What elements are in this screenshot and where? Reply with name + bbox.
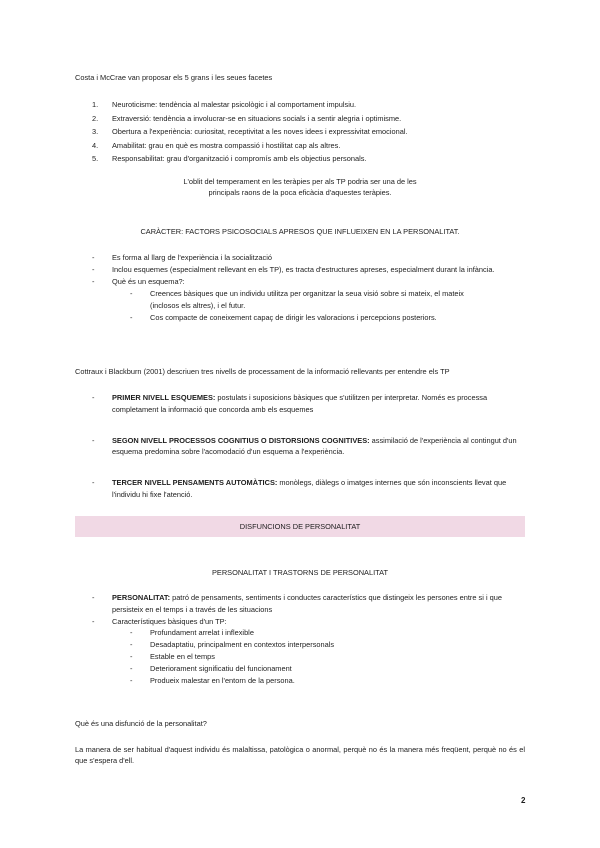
list-item: - PRIMER NIVELL ESQUEMES: postulats i suposicions bàsiques que s'utilitzen per interpretar. Només es processa completament la informació que concorda amb els esquemes [92, 393, 488, 414]
list-item: - SEGON NIVELL PROCESSOS COGNITIUS O DISTORSIONS COGNITIVES: assimilació de l'experiència al contingut d'un esquema predomina sobre l'acomodació d'un esquema a l'experiència. [92, 435, 517, 457]
list-item: - Inclou esquemes (especialment rellevant en els TP), es tracta d'estructures apreses, especialment durant la infància. [92, 264, 495, 274]
caracter-list [92, 252, 520, 324]
list-item: - Creences bàsiques que un individu utilitza per organitzar la seua visió sobre si mateix, el mateix (inclosos els altres), i el futur. [130, 289, 464, 311]
processing-levels-list [92, 392, 524, 501]
temperament-note: L'oblit del temperament en les teràpies per als TP podria ser una de les principals raons de la poca eficàcia d'aquestes teràpies. [183, 177, 417, 197]
schema-sublist [130, 288, 520, 323]
big-five-list [92, 98, 408, 166]
trastorns-list [92, 592, 524, 686]
list-item: - Es forma al llarg de l'experiència i la socialització [92, 253, 272, 262]
list-item: 5. Responsabilitat: grau d'organització i compromís amb els objectius personals. [92, 154, 367, 164]
list-item: - PERSONALITAT: patró de pensaments, sentiments i conductes característics que distingeix les persones entre si i que persisteix en el temps i a través de les situacions [92, 593, 502, 614]
features-sublist [130, 627, 524, 686]
list-item: - Produeix malestar en l'entorn de la persona. [130, 675, 295, 685]
list-item: - Deteriorament significatiu del funcionament [130, 663, 292, 673]
list-item: - TERCER NIVELL PENSAMENTS AUTOMÀTICS: monòlegs, diàlegs o imatges internes que són inconscients llevat que l'individu hi fixe l'atenció. [92, 478, 507, 499]
section-band [75, 516, 525, 537]
list-item: - Estable en el temps [130, 651, 215, 661]
list-item: - Què és un esquema?: - Creences bàsiques que un individu utilitza per organitzar la seua visió sobre si mateix, el mateix (inclosos els altres), i el futur. - Cos compacte de coneixement capaç de dirigir les valoracions i percepcions posteriors. [92, 276, 520, 324]
list-item: - Característiques bàsiques d'un TP: - Profundament arrelat i inflexible - Desadaptatiu, principalment en contextos interpersonals - Estable en el temps - Deteriorament significatiu del funcionament - Produeix malestar en l'entorn de la persona. [92, 616, 524, 687]
trastorns-heading: PERSONALITAT I TRASTORNS DE PERSONALITAT [211, 568, 389, 577]
list-item: 4. Amabilitat: grau en què es mostra compassió i hostilitat cap als altres. [92, 140, 341, 150]
disfuncio-answer: La manera de ser habitual d'aquest individu és malaltissa, patològica o anormal, perquè no és la manera més freqüent, perquè no és el que s'espera d'ell. [75, 745, 525, 765]
section-title: DISFUNCIONS DE PERSONALITAT [239, 522, 361, 531]
page-number: 2 [521, 796, 526, 805]
list-item: 1. Neuroticisme: tendència al malestar psicològic i al comportament impulsiu. [92, 100, 356, 109]
list-item: 2. Extraversió: tendència a involucrar-se en situacions socials i a sentir alegria i optimisme. [92, 113, 402, 123]
list-item: - Desadaptatiu, principalment en contextos interpersonals [130, 640, 335, 650]
list-item: 3. Obertura a l'experiència: curiositat, receptivitat a les noves idees i expressivitat emocional. [92, 127, 408, 137]
list-item: - Profundament arrelat i inflexible [130, 628, 254, 638]
caracter-heading: CARÀCTER: FACTORS PSICOSOCIALS APRESOS QUE INFLUEIXEN EN LA PERSONALITAT. [140, 227, 460, 236]
intro-paragraph: Costa i McCrae van proposar els 5 grans i les seues facetes [75, 73, 273, 82]
disfuncio-question: Què és una disfunció de la personalitat? [75, 719, 207, 728]
cottraux-intro: Cottraux i Blackburn (2001) descriuen tres nivells de processament de la informació rellevants per entendre els TP [75, 367, 450, 376]
list-item: - Cos compacte de coneixement capaç de dirigir les valoracions i percepcions posteriors. [130, 312, 437, 322]
